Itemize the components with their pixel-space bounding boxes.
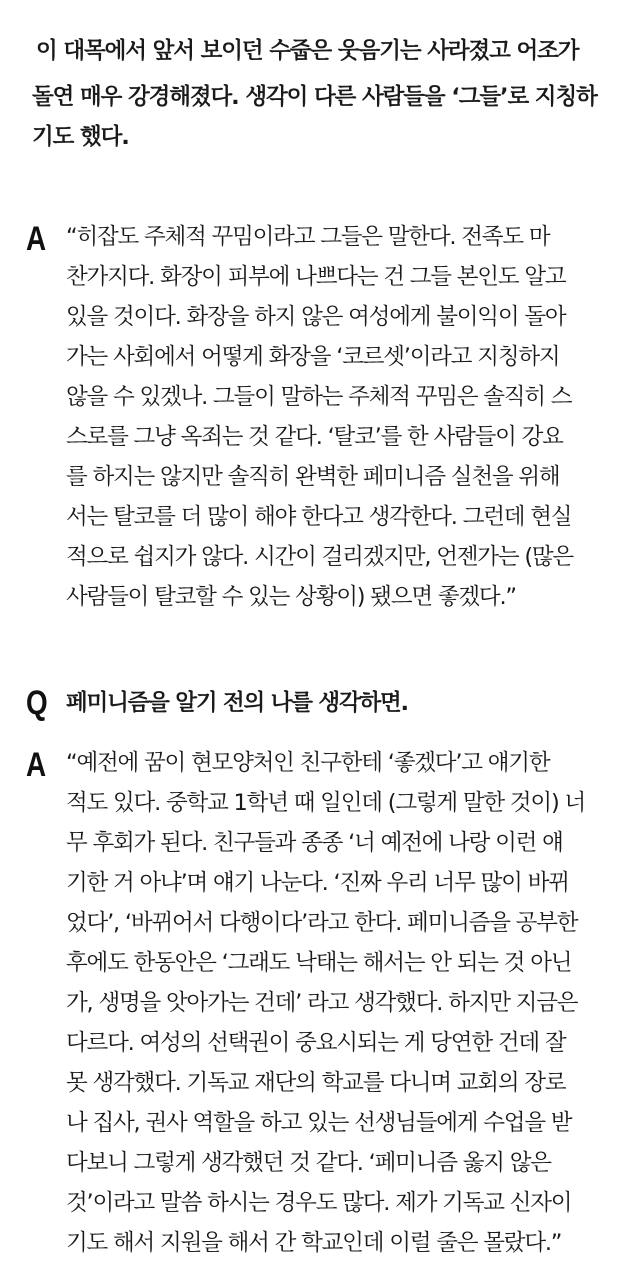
answer-marker: A: [26, 746, 47, 784]
answer-line: 서는 탈코를 더 많이 해야 한다고 생각한다. 그런데 현실: [66, 504, 572, 530]
answer-line: 무 후회가 된다. 친구들과 종종 ‘너 예전에 나랑 이런 얘: [66, 830, 563, 856]
answer-line: 를 하지는 않지만 솔직히 완벽한 페미니즘 실천을 위해: [66, 464, 560, 490]
answer-line: 었다’, ‘바뀌어서 다행이다’라고 한다. 페미니즘을 공부한: [66, 910, 578, 936]
answer-line: “히잡도 주체적 꾸밈이라고 그들은 말한다. 전족도 마: [66, 224, 550, 250]
answer-line: 찬가지다. 화장이 피부에 나쁘다는 건 그들 본인도 알고: [66, 264, 566, 290]
answer-line: 스로를 그냥 옥죄는 것 같다. ‘탈코’를 한 사람들이 강요: [66, 424, 563, 450]
answer-line: 후에도 한동안은 ‘그래도 낙태는 해서는 안 되는 것 아닌: [66, 950, 572, 976]
intro-line: 이 대목에서 앞서 보이던 수줍은 웃음기는 사라졌고 어조가: [36, 38, 579, 64]
intro-line: 기도 했다.: [32, 124, 129, 150]
answer-line: 사람들이 탈코할 수 있는 상황이) 됐으면 좋겠다.”: [66, 584, 516, 610]
answer-line: 가는 사회에서 어떻게 화장을 ‘코르셋’이라고 지칭하지: [66, 344, 560, 370]
answer-line: 나 집사, 권사 역할을 하고 있는 선생님들에게 수업을 받: [66, 1110, 572, 1136]
answer-line: 것’이라고 말씀 하시는 경우도 많다. 제가 기독교 신자이: [66, 1190, 572, 1216]
answer-line: 적도 있다. 중학교 1학년 때 일인데 (그렇게 말한 것이) 너: [66, 790, 586, 816]
answer-line: 기도 해서 지원을 해서 간 학교인데 이럴 줄은 몰랐다.”: [66, 1230, 562, 1256]
answer-line: 다르다. 여성의 선택권이 중요시되는 게 당연한 건데 잘: [66, 1030, 566, 1056]
question-marker: Q: [26, 684, 48, 722]
answer-line: 있을 것이다. 화장을 하지 않은 여성에게 불이익이 돌아: [66, 304, 566, 330]
answer-line: 못 생각했다. 기독교 재단의 학교를 다니며 교회의 장로: [66, 1070, 566, 1096]
answer-marker: A: [26, 220, 47, 258]
intro-line: 돌연 매우 강경해졌다. 생각이 다른 사람들을 ‘그들’로 지칭하: [32, 84, 597, 110]
answer-line: “예전에 꿈이 현모양처인 친구한테 ‘좋겠다’고 얘기한: [66, 750, 550, 776]
answer-line: 가, 생명을 앗아가는 건데’ 라고 생각했다. 하지만 지금은: [66, 990, 578, 1016]
answer-line: 적으로 쉽지가 않다. 시간이 걸리겠지만, 언젠가는 (많은: [66, 544, 573, 570]
answer-line: 기한 거 아냐’며 얘기 나눈다. ‘진짜 우리 너무 많이 바뀌: [66, 870, 569, 896]
answer-line: 않을 수 있겠나. 그들이 말하는 주체적 꾸밈은 솔직히 스: [66, 384, 572, 410]
question-text: 페미니즘을 알기 전의 나를 생각하면.: [66, 690, 408, 716]
answer-line: 다보니 그렇게 생각했던 것 같다. ‘페미니즘 옳지 않은: [66, 1150, 551, 1176]
